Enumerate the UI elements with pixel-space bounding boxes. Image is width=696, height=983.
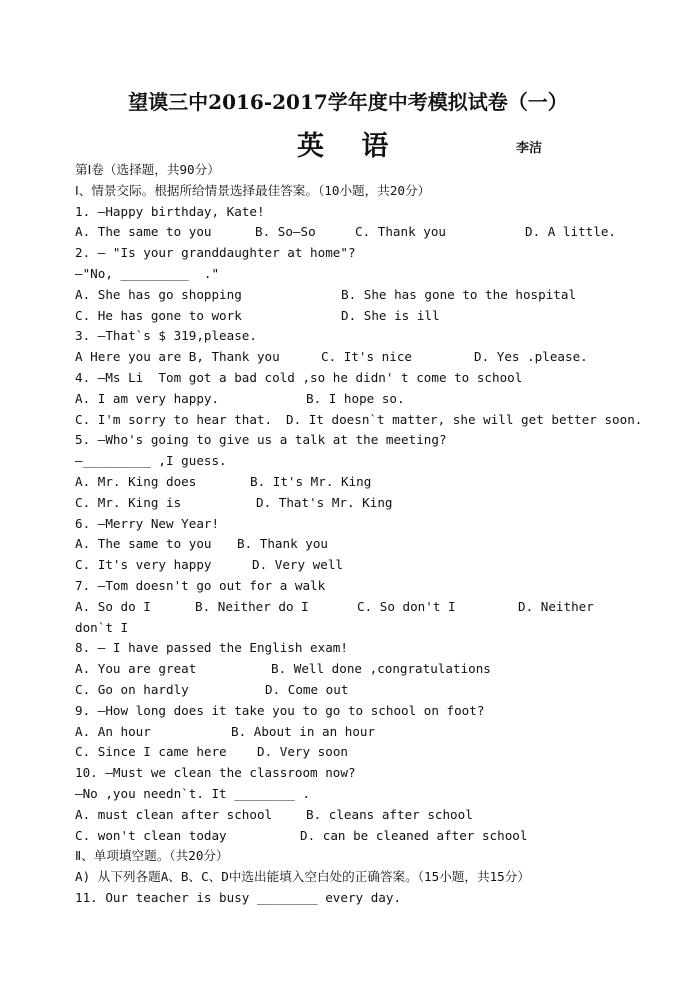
- line-text: C. It's very happy: [75, 557, 212, 573]
- text-line: [75, 867, 635, 888]
- text-line: [75, 222, 635, 243]
- text-line: [75, 659, 635, 680]
- line-text: A. Mr. King does: [75, 473, 197, 489]
- line-text: A. She has go shopping: [75, 286, 242, 302]
- line-text: 6. —Merry New Year!: [75, 515, 220, 531]
- text-line: [75, 285, 635, 306]
- author-name: 李洁: [516, 141, 543, 156]
- option-text: B. It's Mr. King: [250, 473, 372, 489]
- text-line: [75, 202, 635, 223]
- option-text: B. About in an hour: [231, 723, 376, 739]
- line-text: —_________ ,I guess.: [75, 453, 227, 469]
- option-text: B. Thank you: [237, 536, 328, 552]
- line-text: don`t I: [75, 619, 129, 635]
- text-line: [75, 514, 635, 535]
- text-line: [75, 826, 635, 847]
- option-text: D. Neither: [518, 598, 594, 614]
- line-text: C. won't clean today: [75, 827, 227, 843]
- line-text: A. The same to you: [75, 536, 212, 552]
- paper-title: 望谟三中2016-2017学年度中考模拟试卷（一）: [128, 90, 568, 114]
- option-text: C. It's nice: [321, 349, 412, 365]
- option-text: D. That's Mr. King: [256, 494, 393, 510]
- line-text: C. Mr. King is: [75, 494, 182, 510]
- line-text: A Here you are B, Thank you: [75, 349, 280, 365]
- text-line: [75, 410, 643, 431]
- text-line: [75, 534, 635, 555]
- line-text: C. He has gone to work: [75, 307, 242, 323]
- option-text: B. So—So: [255, 224, 316, 240]
- text-line: [75, 181, 635, 202]
- option-text: D. Yes .please.: [474, 349, 588, 365]
- text-line: [75, 243, 635, 264]
- text-line: [75, 555, 635, 576]
- line-text: 10. —Must we clean the classroom now?: [75, 765, 356, 781]
- line-text: A) 从下列各题A、B、C、D中选出能填入空白处的正确答案。（15小题，共15分）: [75, 869, 530, 885]
- line-text: Ⅰ、情景交际。根据所给情景选择最佳答案。（10小题，共20分）: [75, 182, 431, 198]
- text-line: [75, 160, 635, 181]
- line-text: A. I am very happy.: [75, 390, 220, 406]
- text-line: [75, 805, 635, 826]
- text-line: [75, 326, 635, 347]
- text-line: [75, 368, 635, 389]
- text-line: [75, 618, 635, 639]
- text-line: [75, 264, 635, 285]
- line-text: 8. — I have passed the English exam!: [75, 640, 348, 656]
- text-line: [75, 430, 635, 451]
- line-text: 2. — "Is your granddaughter at home"?: [75, 245, 356, 261]
- text-line: [75, 846, 635, 867]
- line-text: 1. —Happy birthday, Kate!: [75, 203, 265, 219]
- option-text: B. cleans after school: [306, 806, 473, 822]
- option-text: C. So don't I: [357, 598, 456, 614]
- option-text: D. A little.: [525, 224, 616, 240]
- option-text: D. Very soon: [257, 744, 348, 760]
- line-text: 第Ⅰ卷（选择题，共90分）: [75, 162, 220, 177]
- line-text: A. An hour: [75, 723, 151, 739]
- text-line: [75, 638, 635, 659]
- text-line: [75, 701, 635, 722]
- option-text: D. She is ill: [341, 307, 440, 323]
- text-line: [75, 493, 635, 514]
- line-text: C. Go on hardly: [75, 681, 189, 697]
- text-line: [75, 742, 635, 763]
- text-line: [75, 763, 635, 784]
- line-text: A. You are great: [75, 661, 197, 677]
- text-line: [75, 472, 635, 493]
- line-text: —"No, _________ .": [75, 265, 220, 281]
- line-text: A. So do I: [75, 598, 151, 614]
- line-text: C. I'm sorry to hear that.: [75, 411, 273, 427]
- text-line: [75, 451, 635, 472]
- line-text: 11. Our teacher is busy ________ every day.: [75, 889, 402, 905]
- line-text: C. Since I came here: [75, 744, 227, 760]
- option-text: D. Come out: [265, 681, 349, 697]
- option-text: B. Well done ,congratulations: [271, 661, 491, 677]
- line-text: 7. —Tom doesn't go out for a walk: [75, 577, 326, 593]
- option-text: B. Neither do I: [195, 598, 309, 614]
- text-line: [75, 597, 635, 618]
- line-text: 3. —That`s $ 319,please.: [75, 328, 257, 344]
- text-line: [75, 389, 635, 410]
- line-text: 4. —Ms Li Tom got a bad cold ,so he didn' t come to school: [75, 369, 523, 385]
- option-text: C. Thank you: [355, 224, 446, 240]
- text-line: [75, 888, 635, 909]
- line-text: 9. —How long does it take you to go to school on foot?: [75, 702, 485, 718]
- text-line: [75, 680, 635, 701]
- text-line: [75, 306, 635, 327]
- line-text: Ⅱ、单项填空题。（共20分）: [75, 848, 229, 864]
- line-text: A. The same to you: [75, 224, 212, 240]
- option-text: D. can be cleaned after school: [300, 827, 528, 843]
- question-body: [75, 160, 643, 909]
- line-text: A. must clean after school: [75, 806, 273, 822]
- subject-heading: 英 语: [297, 131, 403, 162]
- line-text: 5. —Who's going to give us a talk at the meeting?: [75, 432, 447, 448]
- text-line: [75, 784, 635, 805]
- text-line: [75, 576, 635, 597]
- line-text: —No ,you needn`t. It ________ .: [75, 785, 311, 801]
- text-line: [75, 722, 635, 743]
- option-text: D. Very well: [252, 557, 343, 573]
- option-text: D. It doesn`t matter, she will get better soon.: [286, 411, 643, 427]
- option-text: B. She has gone to the hospital: [341, 286, 577, 302]
- text-line: [75, 347, 635, 368]
- option-text: B. I hope so.: [306, 390, 405, 406]
